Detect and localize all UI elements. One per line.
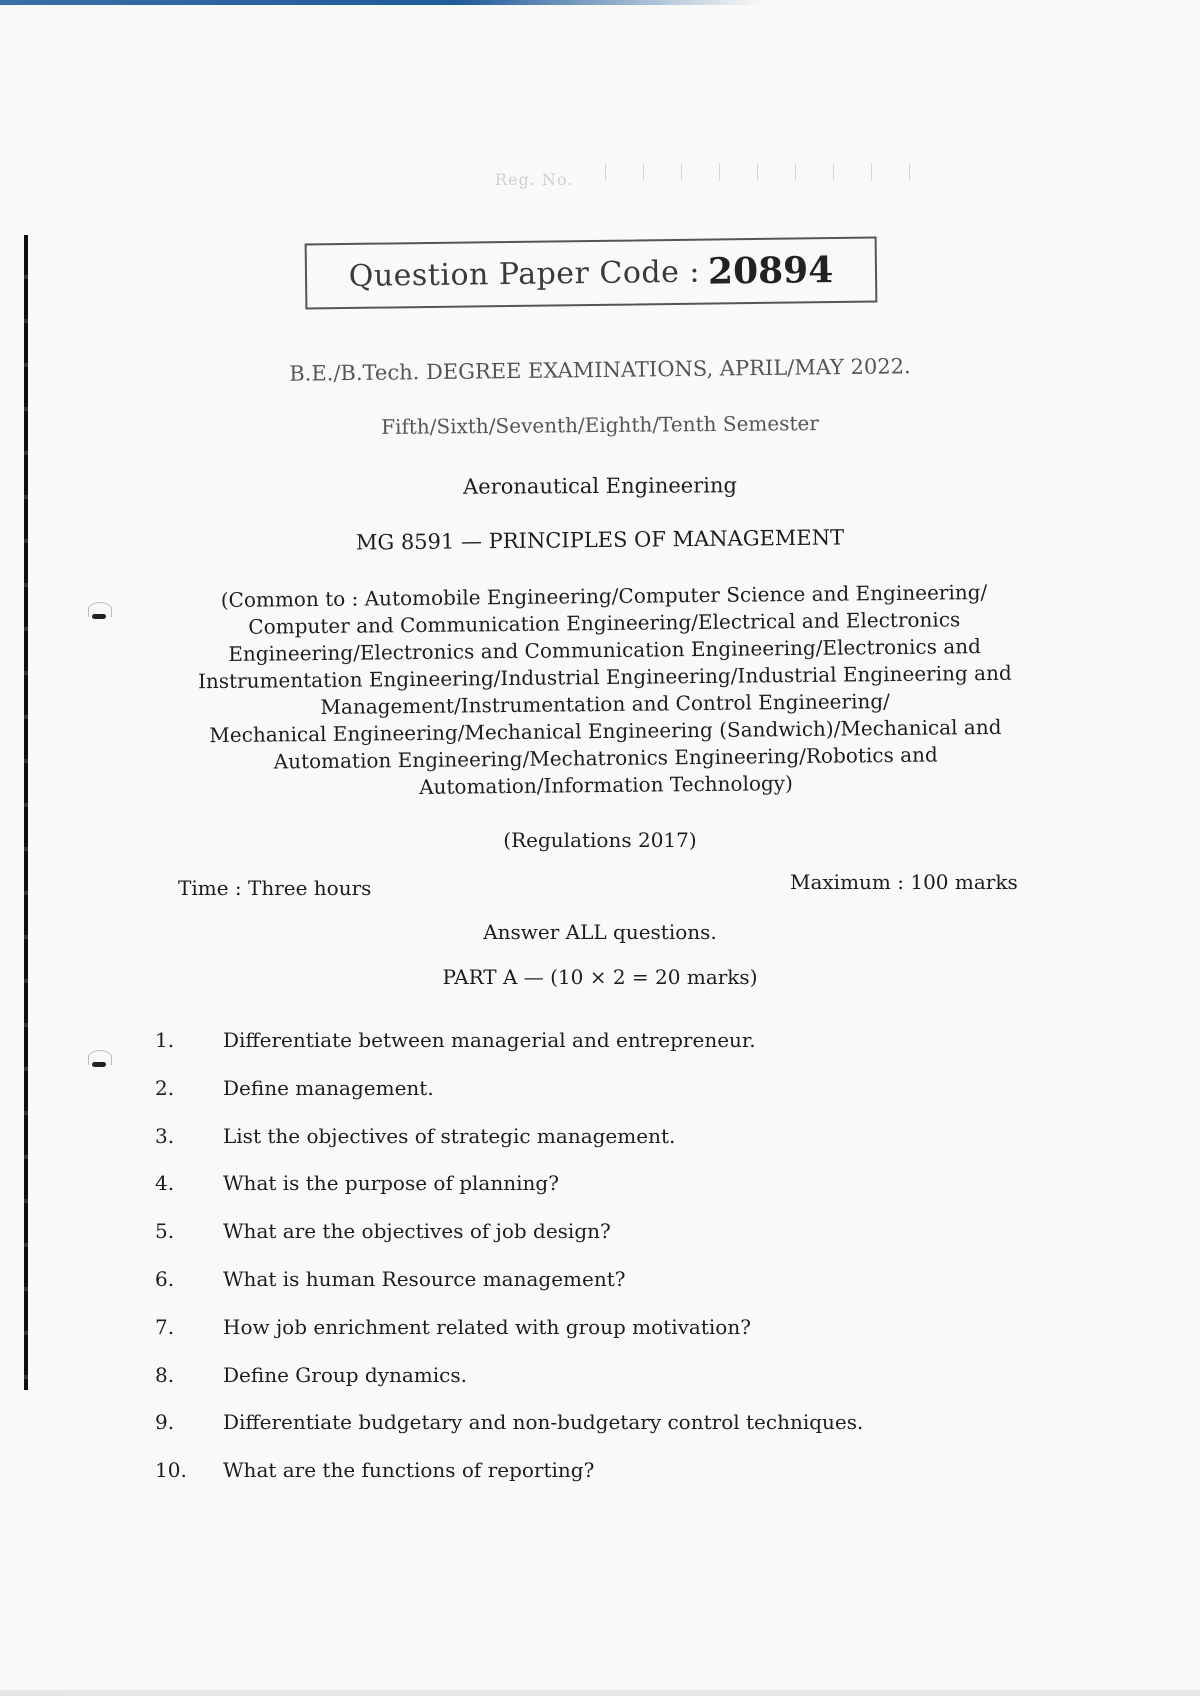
- part-a-heading: PART A — (10 × 2 = 20 marks): [442, 965, 758, 989]
- question-text: How job enrichment related with group motivation?: [223, 1314, 751, 1339]
- question-number: 5.: [155, 1219, 175, 1244]
- common-line: Automation Engineering/Mechatronics Engineering/Robotics and: [273, 742, 938, 774]
- question-text: What are the functions of reporting?: [223, 1458, 595, 1483]
- question-item: [155, 1028, 915, 1076]
- question-number: 8.: [155, 1362, 175, 1387]
- department: Aeronautical Engineering: [463, 473, 737, 499]
- scan-bottom-edge: [0, 1690, 1200, 1696]
- qpc-value: 20894: [707, 249, 834, 293]
- question-item: [155, 1171, 915, 1219]
- common-to-block: [174, 579, 1036, 804]
- max-marks: Maximum : 100 marks: [790, 870, 1018, 894]
- course-title: MG 8591 — PRINCIPLES OF MANAGEMENT: [355, 525, 845, 555]
- question-item: [155, 1363, 915, 1411]
- question-item: [155, 1076, 915, 1124]
- question-number: 2.: [155, 1075, 175, 1100]
- common-line: Engineering/Electronics and Communication Engineering/Electronics and: [228, 634, 981, 666]
- question-number: 4.: [155, 1171, 175, 1196]
- question-number: 7.: [155, 1314, 175, 1339]
- instruction: Answer ALL questions.: [483, 920, 717, 944]
- common-line: Automation/Information Technology): [418, 771, 793, 799]
- punch-hole-icon: [86, 1050, 112, 1072]
- question-text: What is the purpose of planning?: [223, 1171, 559, 1196]
- question-text: Define Group dynamics.: [223, 1362, 467, 1387]
- question-item: [155, 1124, 915, 1172]
- question-text: List the objectives of strategic management.: [223, 1123, 676, 1148]
- scan-top-edge: [0, 0, 760, 5]
- question-text: Define management.: [223, 1075, 434, 1100]
- common-line: (Common to : Automobile Engineering/Computer Science and Engineering/: [220, 579, 988, 613]
- question-list: [155, 1028, 915, 1506]
- question-text: Differentiate budgetary and non-budgetary control techniques.: [223, 1410, 864, 1435]
- question-text: What is human Resource management?: [223, 1266, 626, 1291]
- question-item: [155, 1458, 915, 1506]
- question-text: Differentiate between managerial and entrepreneur.: [223, 1028, 756, 1052]
- qpc-label: Question Paper Code :: [348, 254, 701, 294]
- question-number: 6.: [155, 1266, 175, 1291]
- question-item: [155, 1410, 915, 1458]
- regulations: (Regulations 2017): [503, 828, 697, 852]
- common-line: Management/Instrumentation and Control Engineering/: [320, 689, 890, 719]
- binding-edge: [24, 235, 28, 1390]
- question-number: 1.: [155, 1028, 175, 1052]
- common-line: Instrumentation Engineering/Industrial Engineering/Industrial Engineering and: [197, 660, 1012, 694]
- question-number: 3.: [155, 1123, 175, 1148]
- question-item: [155, 1315, 915, 1363]
- common-line: Mechanical Engineering/Mechanical Engineering (Sandwich)/Mechanical and: [209, 714, 1002, 748]
- question-number: 10.: [155, 1458, 187, 1483]
- reg-no-label: Reg. No.: [495, 170, 574, 189]
- duration: Time : Three hours: [178, 876, 372, 900]
- question-item: [155, 1267, 915, 1315]
- question-text: What are the objectives of job design?: [223, 1219, 611, 1244]
- semester: Fifth/Sixth/Seventh/Eighth/Tenth Semester: [381, 411, 819, 439]
- common-line: Computer and Communication Engineering/Electrical and Electronics: [248, 607, 961, 639]
- punch-hole-icon: [86, 602, 112, 624]
- exam-title: B.E./B.Tech. DEGREE EXAMINATIONS, APRIL/MAY 2022.: [289, 354, 911, 386]
- question-item: [155, 1219, 915, 1267]
- question-number: 9.: [155, 1410, 175, 1435]
- question-paper-code-box: [305, 237, 878, 310]
- reg-no-boxes: [605, 163, 965, 187]
